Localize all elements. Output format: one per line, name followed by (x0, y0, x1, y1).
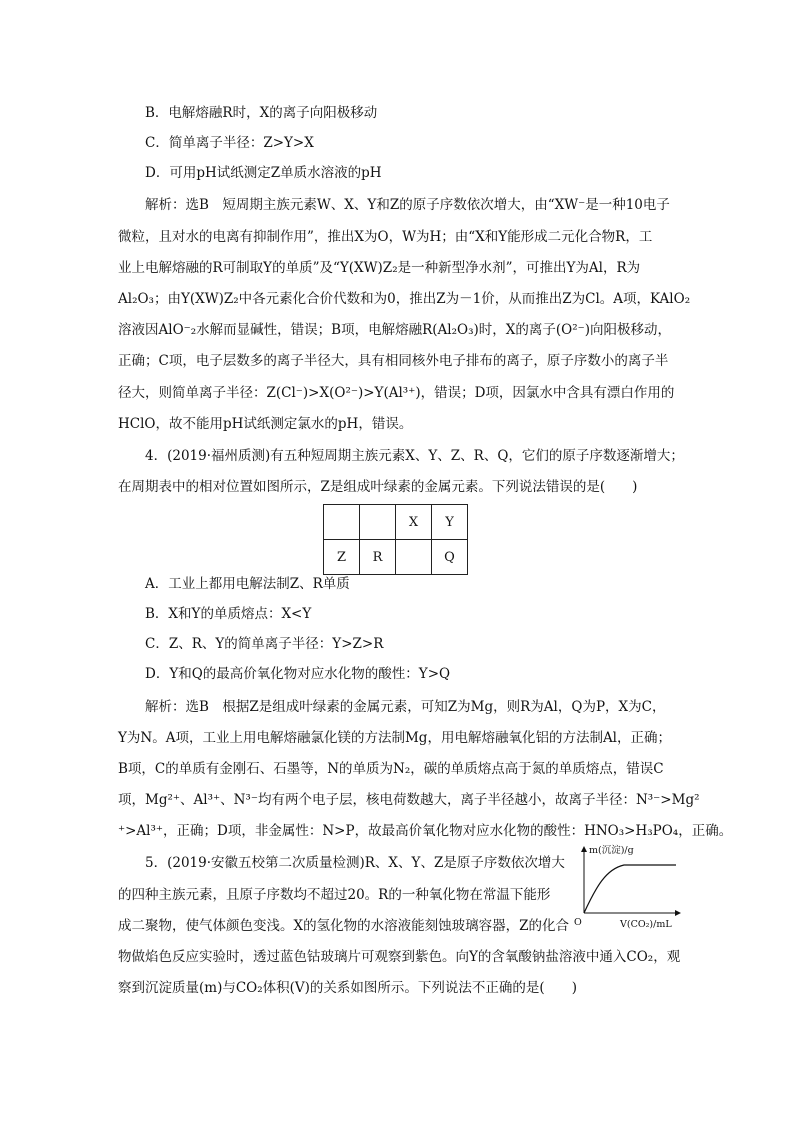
table-cell (360, 505, 396, 540)
q4-option-d: D．Y和Q的最高价氧化物对应水化物的酸性：Y>Q (145, 666, 451, 682)
table-cell (396, 540, 432, 575)
q3-solution-line: 径大，则简单离子半径：Z(Cl⁻)>X(O²⁻)>Y(Al³⁺)，错误；D项，因氯水中含具有漂白作用的 (118, 385, 675, 401)
table-cell: Z (324, 540, 360, 575)
q4-option-c: C．Z、R、Y的简单离子半径：Y>Z>R (145, 636, 384, 652)
q3-solution-line: Al₂O₃；由Y(XW)Z₂中各元素化合价代数和为0，推出Z为－1价，从而推出Z为Cl。A项，KAlO₂ (118, 291, 691, 307)
origin-label: O (574, 917, 582, 928)
q3-option-c: C．简单离子半径：Z>Y>X (145, 135, 314, 151)
q4-solution-line: 解析：选B 根据Z是组成叶绿素的金属元素，可知Z为Mg，则R为Al，Q为P，X为C， (145, 699, 666, 715)
q3-solution-line: 正确；C项，电子层数多的离子半径大，具有相同核外电子排布的离子，原子序数小的离子半 (118, 353, 669, 369)
q5-stem-line: 5．(2019·安徽五校第二次质量检测)R、X、Y、Z是原子序数依次增大 (145, 855, 565, 871)
table-cell: X (396, 505, 432, 540)
x-axis-label: V(CO₂)/mL (620, 919, 672, 930)
precipitate-graph (572, 843, 682, 931)
table-cell: R (360, 540, 396, 575)
precipitate-curve (584, 865, 676, 913)
q3-option-b: B．电解熔融R时，X的离子向阳极移动 (145, 105, 378, 121)
periodic-table-fragment (323, 504, 468, 575)
y-axis-label: m(沉淀)/g (589, 845, 634, 856)
q3-solution-line: 微粒，且对水的电离有抑制作用”，推出X为O，W为H；由“X和Y能形成二元化合物R，工 (118, 229, 653, 245)
q4-solution-line: 项，Mg²⁺、Al³⁺、N³⁻均有两个电子层，核电荷数越大，离子半径越小，故离子半径：N³⁻>Mg² (118, 792, 700, 808)
q4-solution-line: ⁺>Al³⁺，正确；D项，非金属性：N>P，故最高价氧化物对应水化物的酸性：HNO₃>H₃PO₄，正确。 (118, 823, 733, 839)
table-cell (324, 505, 360, 540)
q4-option-a: A．工业上都用电解法制Z、R单质 (145, 576, 350, 592)
q3-solution-line: HClO，故不能用pH试纸测定氯水的pH，错误。 (118, 416, 413, 432)
q3-option-d: D．可用pH试纸测定Z单质水溶液的pH (145, 165, 382, 181)
q4-option-b: B．X和Y的单质熔点：X<Y (145, 606, 312, 622)
q3-solution-line: 解析：选B 短周期主族元素W、X、Y和Z的原子序数依次增大，由“XW⁻是一种10电子 (145, 197, 670, 213)
q4-solution-line: B项，C的单质有金刚石、石墨等，N的单质为N₂，碳的单质熔点高于氮的单质熔点，错误C (118, 761, 664, 777)
table-cell: Y (432, 505, 468, 540)
q3-solution-line: 业上电解熔融的R可制取Y的单质”及“Y(XW)Z₂是一种新型净水剂”，可推出Y为Al，R为 (118, 260, 641, 276)
q5-stem-line: 物做焰色反应实验时，透过蓝色钴玻璃片可观察到紫色。向Y的含氧酸钠盐溶液中通入CO₂，观 (118, 949, 681, 965)
q5-stem-line: 成二聚物，使气体颜色变浅。X的氢化物的水溶液能刻蚀玻璃容器，Z的化合 (118, 918, 569, 934)
q3-solution-line: 溶液因AlO⁻₂水解而显碱性，错误；B项，电解熔融R(Al₂O₃)时，X的离子(O²⁻)向阳极移动， (118, 322, 671, 338)
q5-stem-line: 察到沉淀质量(m)与CO₂体积(V)的关系如图所示。下列说法不正确的是( ) (118, 980, 577, 996)
q4-solution-line: Y为N。A项，工业上用电解熔融氯化镁的方法制Mg，用电解熔融氧化铝的方法制Al，正确； (118, 730, 672, 746)
q5-stem-line: 的四种主族元素，且原子序数均不超过20。R的一种氧化物在常温下能形 (118, 887, 551, 903)
table-cell: Q (432, 540, 468, 575)
q4-stem-line: 4．(2019·福州质测)有五种短周期主族元素X、Y、Z、R、Q，它们的原子序数逐渐增大； (145, 448, 684, 464)
q4-stem-line: 在周期表中的相对位置如图所示，Z是组成叶绿素的金属元素。下列说法错误的是( ) (118, 479, 638, 495)
